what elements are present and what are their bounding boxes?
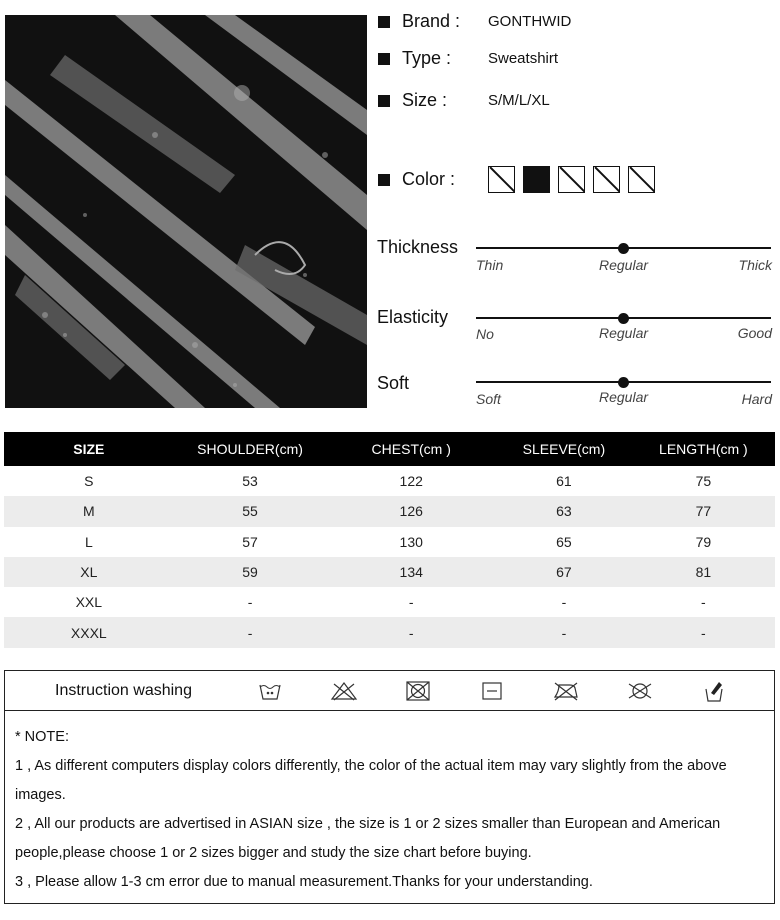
cell-chest: 130 — [399, 533, 423, 550]
fabric-print-illustration — [5, 15, 367, 408]
scale-tick-min: No — [476, 326, 494, 342]
table-row — [4, 617, 775, 647]
cell-shoulder: - — [174, 617, 327, 647]
thickness-scale — [377, 237, 773, 287]
note-item: 1 , As different computers display colors differently, the color of the actual item may vary slightly from the above images. — [15, 758, 727, 803]
scale-indicator — [618, 313, 629, 324]
washing-instructions — [4, 670, 775, 710]
cell-size: XL — [4, 557, 174, 587]
color-swatch-black[interactable] — [523, 166, 550, 193]
note-item: 2 , All our products are advertised in ASIAN size , the size is 1 or 2 sizes smaller than European and American people,please choose 1 or 2 sizes bigger and study the size chart before buying. — [15, 816, 721, 861]
bullet-square — [378, 16, 390, 28]
soft-scale — [377, 373, 773, 423]
size-chart-table — [4, 432, 775, 648]
table-row — [4, 587, 775, 617]
cell-sleeve: 67 — [496, 557, 632, 587]
cell-size: XXL — [75, 594, 103, 611]
color-swatch-white[interactable] — [628, 166, 655, 193]
washing-title: Instruction washing — [55, 681, 192, 699]
cell-length: 75 — [695, 473, 712, 490]
scale-label: Thickness — [377, 237, 459, 257]
cell-length: 81 — [632, 557, 775, 587]
brand-row — [378, 11, 571, 32]
header-size: SIZE — [4, 432, 174, 466]
elasticity-scale — [377, 307, 773, 357]
no-tumble-dry-icon — [404, 680, 432, 702]
scale-tick-max: Good — [737, 325, 772, 341]
color-swatches — [488, 166, 655, 193]
wring-icon — [700, 680, 728, 702]
scale-label: Elasticity — [377, 307, 449, 327]
header-shoulder: SHOULDER(cm) — [174, 432, 327, 466]
cell-shoulder: 55 — [174, 496, 327, 526]
scale-tick-max: Hard — [741, 391, 772, 407]
color-row — [378, 166, 655, 193]
bullet-square — [378, 174, 390, 186]
scale-tick-mid: Regular — [599, 325, 649, 341]
cell-sleeve: - — [496, 617, 632, 647]
scale-tick-mid: Regular — [599, 389, 649, 405]
cell-chest: 126 — [326, 496, 496, 526]
header-sleeve: SLEEVE(cm) — [496, 432, 632, 466]
color-swatch-white[interactable] — [488, 166, 515, 193]
scale-indicator — [618, 243, 629, 254]
color-swatch-white[interactable] — [593, 166, 620, 193]
scale-tick-min: Soft — [476, 391, 501, 407]
size-row — [378, 90, 550, 111]
table-row — [4, 466, 775, 496]
header-chest: CHEST(cm ) — [326, 432, 496, 466]
cell-sleeve: 63 — [496, 496, 632, 526]
scale-indicator — [618, 377, 629, 388]
cell-shoulder: 57 — [242, 533, 258, 550]
bullet-square — [378, 95, 390, 107]
scale-tick-max: Thick — [738, 257, 772, 273]
brand-label: Brand : — [402, 11, 461, 31]
cell-size: S — [84, 473, 94, 490]
hand-wash-icon — [256, 680, 284, 702]
cell-sleeve: 65 — [556, 533, 572, 550]
type-label: Type : — [402, 48, 452, 68]
scale-tick-mid: Regular — [599, 257, 649, 273]
size-value: S/M/L/XL — [488, 92, 550, 109]
cell-shoulder: - — [247, 594, 253, 611]
cell-sleeve: 61 — [556, 473, 572, 490]
cell-chest: - — [326, 617, 496, 647]
cell-length: 79 — [695, 533, 712, 550]
dry-flat-icon — [478, 680, 506, 702]
type-row — [378, 48, 558, 69]
size-label: Size : — [402, 90, 448, 110]
cell-size: M — [4, 496, 174, 526]
table-header-row — [4, 432, 775, 466]
cell-sleeve: - — [561, 594, 567, 611]
cell-size: XXXL — [4, 617, 174, 647]
cell-shoulder: 59 — [174, 557, 327, 587]
notes-heading: * NOTE: — [15, 729, 69, 745]
color-label: Color : — [402, 169, 456, 189]
cell-size: L — [84, 533, 93, 550]
header-length: LENGTH(cm ) — [632, 432, 775, 466]
cell-length: - — [632, 617, 775, 647]
table-row — [4, 557, 775, 587]
no-bleach-icon — [330, 680, 358, 702]
scale-label: Soft — [377, 373, 410, 393]
no-dry-clean-icon — [626, 680, 654, 702]
cell-length: - — [701, 594, 706, 611]
color-swatch-white[interactable] — [558, 166, 585, 193]
cell-chest: 134 — [326, 557, 496, 587]
cell-length: 77 — [632, 496, 775, 526]
cell-shoulder: 53 — [242, 473, 258, 490]
scale-tick-min: Thin — [476, 257, 504, 273]
notes-section — [4, 710, 775, 904]
note-item: 3 , Please allow 1-3 cm error due to manual measurement.Thanks for your understanding. — [15, 874, 593, 890]
type-value: Sweatshirt — [488, 50, 559, 67]
cell-chest: 122 — [399, 473, 423, 490]
washing-icons — [256, 680, 774, 702]
bullet-square — [378, 53, 390, 65]
table-row — [4, 527, 775, 557]
no-iron-icon — [552, 680, 580, 702]
table-row — [4, 496, 775, 526]
brand-value: GONTHWID — [488, 13, 572, 30]
product-photo — [5, 15, 367, 408]
cell-chest: - — [408, 594, 414, 611]
